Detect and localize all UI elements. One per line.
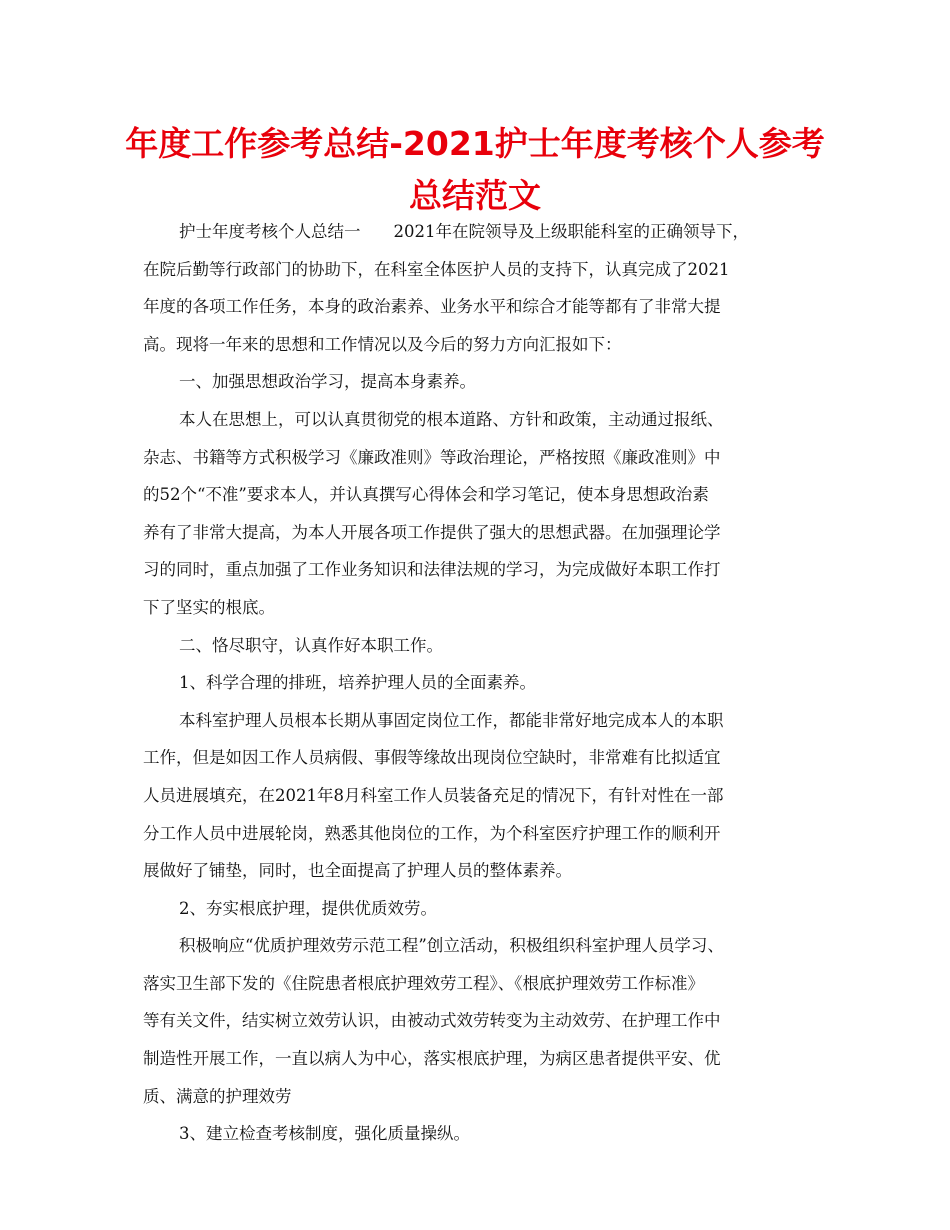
paragraph-line: 下了坚实的根底。: [143, 597, 275, 617]
paragraph-line: 年度的各项工作任务，本身的政治素养、业务水平和综合才能等都有了非常大提: [143, 297, 721, 317]
document-title: [120, 118, 830, 222]
paragraph-line: 杂志、书籍等方式积极学习《廉政准则》等政治理论，严格按照《廉政准则》中: [143, 447, 721, 467]
paragraph-line: 养有了非常大提高，为本人开展各项工作提供了强大的思想武器。在加强理论学: [143, 522, 721, 542]
paragraph-line: 工作，但是如因工作人员病假、事假等缘故出现岗位空缺时，非常难有比拟适宜: [143, 748, 721, 768]
subsection-heading: 3、建立检查考核制度，强化质量操纵。: [179, 1124, 470, 1144]
paragraph-line: 习的同时，重点加强了工作业务知识和法律法规的学习，为完成做好本职工作打: [143, 560, 721, 580]
paragraph-line: 的52个“不准”要求本人，并认真撰写心得体会和学习笔记，使本身思想政治素: [143, 485, 709, 505]
paragraph-line: 分工作人员中进展轮岗，熟悉其他岗位的工作，为个科室医疗护理工作的顺利开: [143, 823, 721, 843]
paragraph-line: 制造性开展工作，一直以病人为中心，落实根底护理，为病区患者提供平安、优: [143, 1049, 721, 1069]
title-line-1: 年度工作参考总结-2021护士年度考核个人参考: [125, 124, 825, 163]
paragraph-line: 人员进展填充，在2021年8月科室工作人员装备充足的情况下，有针对性在一部: [143, 785, 724, 805]
paragraph-line: 本科室护理人员根本长期从事固定岗位工作，都能非常好地完成本人的本职: [179, 710, 724, 730]
paragraph-line: 展做好了铺垫，同时，也全面提高了护理人员的整体素养。: [143, 861, 572, 881]
paragraph-line: 等有关文件，结实树立效劳认识，由被动式效劳转变为主动效劳、在护理工作中: [143, 1011, 721, 1031]
paragraph-line: 护士年度考核个人总结一 2021年在院领导及上级职能科室的正确领导下，: [179, 222, 749, 241]
title-line-2: 总结范文: [409, 176, 541, 215]
section-heading: 一、加强思想政治学习，提高本身素养。: [179, 372, 476, 392]
paragraph-line: 本人在思想上，可以认真贯彻党的根本道路、方针和政策，主动通过报纸、: [179, 409, 724, 429]
paragraph-line: 高。现将一年来的思想和工作情况以及今后的努力方向汇报如下：: [143, 334, 622, 354]
paragraph-line: 质、满意的护理效劳: [143, 1086, 292, 1106]
document-body: [143, 213, 807, 1153]
paragraph-line: 落实卫生部下发的《住院患者根底护理效劳工程》、《根底护理效劳工作标准》: [143, 973, 704, 993]
subsection-heading: 1、科学合理的排班，培养护理人员的全面素养。: [179, 673, 536, 693]
subsection-heading: 2、夯实根底护理，提供优质效劳。: [179, 898, 437, 918]
paragraph-line: 在院后勤等行政部门的协助下，在科室全体医护人员的支持下，认真完成了2021: [143, 259, 730, 279]
paragraph-line: 积极响应“优质护理效劳示范工程”创立活动，积极组织科室护理人员学习、: [179, 936, 724, 956]
section-heading: 二、恪尽职守，认真作好本职工作。: [179, 635, 443, 655]
